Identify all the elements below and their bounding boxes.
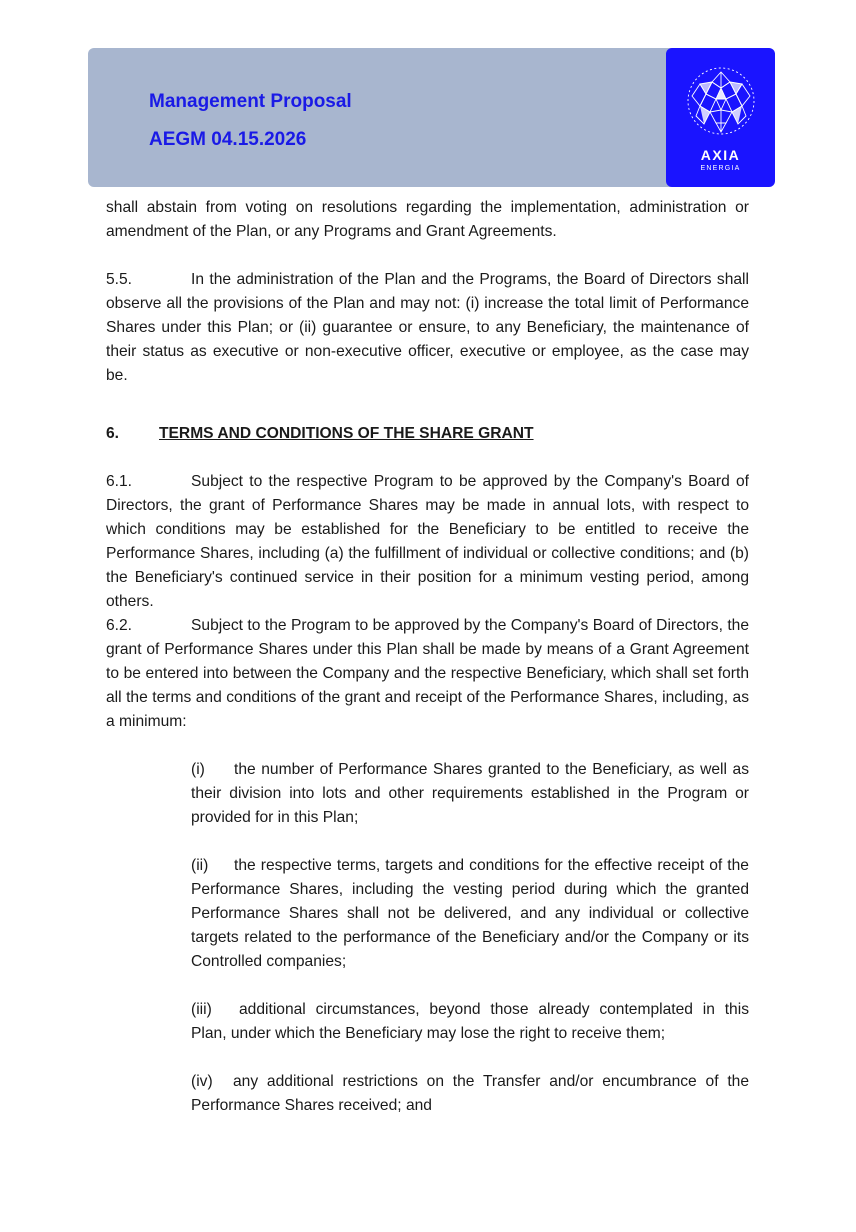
paragraph-text: In the administration of the Plan and the Programs, the Board of Directors shall observe all the provisions of the Plan and may not: (i) increase the total limit of Performance Shares under this Plan; or (ii) guarantee or ensure, to any Beneficiary, the maintenance of their status as executive or non-executive officer, executive or employee, as the case may be. [106, 271, 749, 384]
paragraph-number: 6.1. [106, 473, 133, 490]
paragraph-text: Subject to the respective Program to be approved by the Company's Board of Directors, the grant of Performance Shares may be made in annual lots, with respect to which conditions may be established for the Beneficiary to be entitled to receive the Performance Shares, including (a) the fulfillment of individual or collective conditions; and (b) the Beneficiary's continued service in their position for a minimum vesting period, among others. [106, 473, 749, 610]
list-item-number: (iii) [191, 1001, 212, 1018]
list-item-number: (ii) [191, 857, 209, 874]
list-item-number: (iv) [191, 1073, 213, 1090]
document-body [106, 196, 749, 1118]
section-title: TERMS AND CONDITIONS OF THE SHARE GRANT [159, 425, 534, 442]
list-item-text: the respective terms, targets and conditions for the effective receipt of the Performance Shares, including the vesting period during which the granted Performance Shares shall not be delivered, and any individual or collective targets related to the performance of the Beneficiary and/or the Company or its Controlled companies; [191, 857, 749, 970]
meeting-date: AEGM 04.15.2026 [149, 129, 307, 150]
section-number: 6. [106, 425, 120, 442]
company-logo [666, 48, 775, 187]
paragraph-5-5 [106, 268, 749, 388]
list-item [191, 854, 749, 974]
paragraph-number: 5.5. [106, 271, 133, 288]
list-item-text: any additional restrictions on the Transfer and/or encumbrance of the Performance Shares received; and [191, 1073, 749, 1114]
list-item-text: the number of Performance Shares granted to the Beneficiary, as well as their division into lots and other requirements established in the Program or provided for in this Plan; [191, 761, 749, 826]
list-item-text: additional circumstances, beyond those already contemplated in this Plan, under which the Beneficiary may lose the right to receive them; [191, 1001, 749, 1042]
header-band [88, 48, 672, 187]
paragraph-6-2 [106, 614, 749, 734]
paragraph-6-1 [106, 470, 749, 614]
list-item [191, 758, 749, 830]
logo-subtitle: ENERGIA [700, 165, 741, 172]
logo-wordmark: AXIA [700, 147, 741, 163]
document-title: Management Proposal [149, 91, 352, 112]
list-item-number: (i) [191, 761, 205, 778]
paragraph-number: 6.2. [106, 617, 133, 634]
section-heading-6 [106, 422, 749, 446]
list-item [191, 998, 749, 1046]
list-item [191, 1070, 749, 1118]
paragraph-continuation: shall abstain from voting on resolutions regarding the implementation, administration or amendment of the Plan, or any Programs and Grant Agreements. [106, 199, 749, 240]
globe-logo-icon [686, 66, 756, 136]
paragraph-text: Subject to the Program to be approved by the Company's Board of Directors, the grant of Performance Shares under this Plan shall be made by means of a Grant Agreement to be entered into between the Company and the respective Beneficiary, which shall set forth all the terms and conditions of the grant and receipt of the Performance Shares, including, as a minimum: [106, 617, 749, 730]
